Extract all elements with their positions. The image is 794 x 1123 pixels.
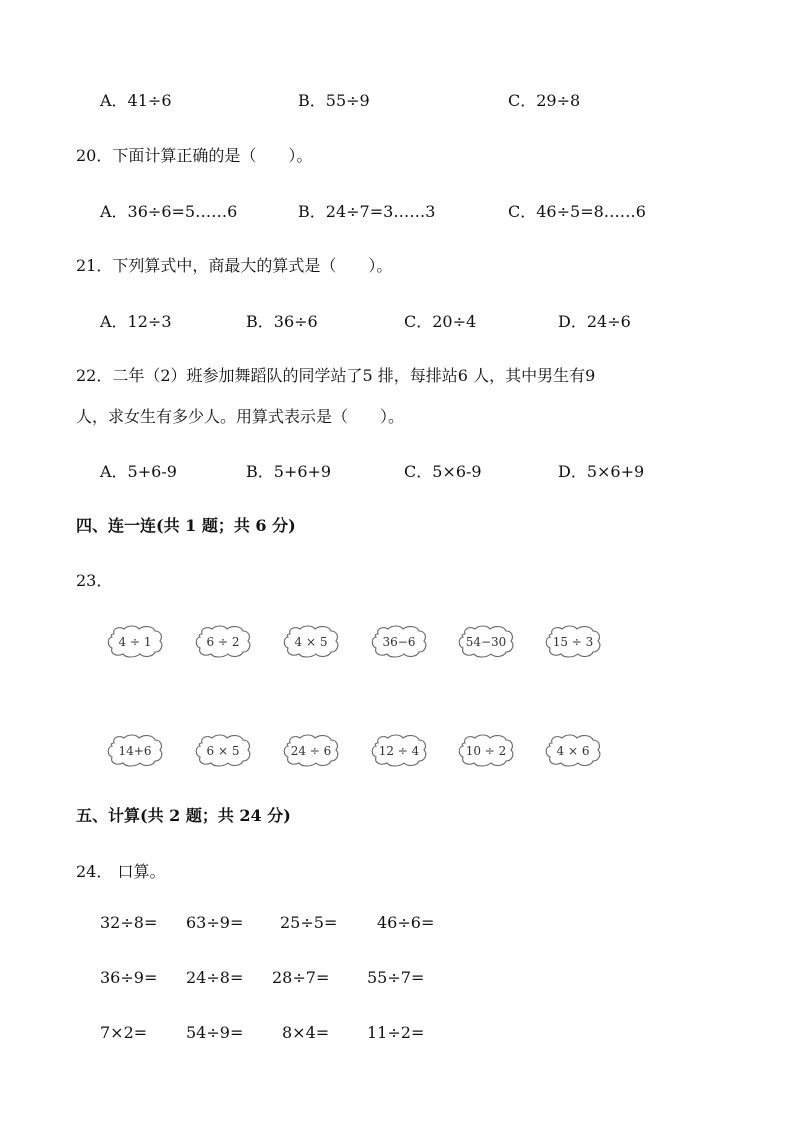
cloud-expression: 24 ÷ 6 (290, 744, 332, 758)
cloud-card[interactable] (544, 733, 602, 769)
cloud-expression: 4 × 5 (294, 635, 328, 649)
cloud-expression: 14+6 (118, 744, 152, 758)
calc-item: 7×2= (100, 1023, 148, 1042)
calc-item: 32÷8= (100, 913, 158, 932)
q19-option-c: C．29÷8 (508, 91, 581, 110)
cloud-expression: 6 × 5 (206, 744, 240, 758)
q22-option-c: C．5×6-9 (404, 462, 482, 481)
q21-option-a: A．12÷3 (100, 312, 172, 331)
q22-option-b: B．5+6+9 (246, 462, 332, 481)
cloud-card[interactable] (282, 624, 340, 660)
q21-stem: 21．下列算式中，商最大的算式是（ ）。 (76, 256, 393, 275)
q20-option-b: B．24÷7=3……3 (298, 202, 436, 221)
q24-stem: 24． 口算。 (76, 862, 166, 881)
calc-item: 55÷7= (367, 968, 425, 987)
cloud-card[interactable] (457, 624, 515, 660)
calc-item: 11÷2= (367, 1023, 425, 1042)
calc-item: 54÷9= (186, 1023, 244, 1042)
calc-item: 24÷8= (186, 968, 244, 987)
q19-option-a: A．41÷6 (100, 91, 172, 110)
cloud-card[interactable] (457, 733, 515, 769)
q23-stem: 23． (76, 571, 113, 590)
q20-option-a: A．36÷6=5……6 (100, 202, 238, 221)
q19-option-b: B．55÷9 (298, 91, 370, 110)
section-4-title: 四、连一连(共 1 题；共 6 分) (76, 516, 296, 535)
cloud-card[interactable] (370, 733, 428, 769)
cloud-expression: 54−30 (465, 635, 507, 649)
cloud-card[interactable] (106, 733, 164, 769)
q22-stem-line1: 22．二年（2）班参加舞蹈队的同学站了5 排，每排站6 人，其中男生有9 (76, 366, 596, 385)
calc-item: 25÷5= (280, 913, 338, 932)
q21-option-b: B．36÷6 (246, 312, 318, 331)
calc-item: 63÷9= (186, 913, 244, 932)
section-5-title: 五、计算(共 2 题；共 24 分) (76, 806, 291, 825)
cloud-card[interactable] (194, 733, 252, 769)
q22-stem-line2: 人，求女生有多少人。用算式表示是（ ）。 (76, 407, 405, 426)
q21-option-c: C．20÷4 (404, 312, 477, 331)
cloud-expression: 6 ÷ 2 (206, 635, 240, 649)
cloud-card[interactable] (544, 624, 602, 660)
cloud-expression: 10 ÷ 2 (465, 744, 507, 758)
cloud-card[interactable] (194, 624, 252, 660)
cloud-card[interactable] (370, 624, 428, 660)
calc-item: 8×4= (282, 1023, 330, 1042)
q20-option-c: C．46÷5=8……6 (508, 202, 646, 221)
cloud-card[interactable] (106, 624, 164, 660)
q21-option-d: D．24÷6 (558, 312, 631, 331)
cloud-card[interactable] (282, 733, 340, 769)
calc-item: 46÷6= (377, 913, 435, 932)
cloud-expression: 4 × 6 (556, 744, 590, 758)
q22-option-d: D．5×6+9 (558, 462, 645, 481)
cloud-expression: 15 ÷ 3 (552, 635, 594, 649)
q20-stem: 20．下面计算正确的是（ ）。 (76, 146, 313, 165)
cloud-expression: 12 ÷ 4 (378, 744, 420, 758)
calc-item: 36÷9= (100, 968, 158, 987)
q22-option-a: A．5+6-9 (100, 462, 177, 481)
cloud-expression: 4 ÷ 1 (118, 635, 152, 649)
calc-item: 28÷7= (272, 968, 330, 987)
cloud-expression: 36−6 (382, 635, 416, 649)
